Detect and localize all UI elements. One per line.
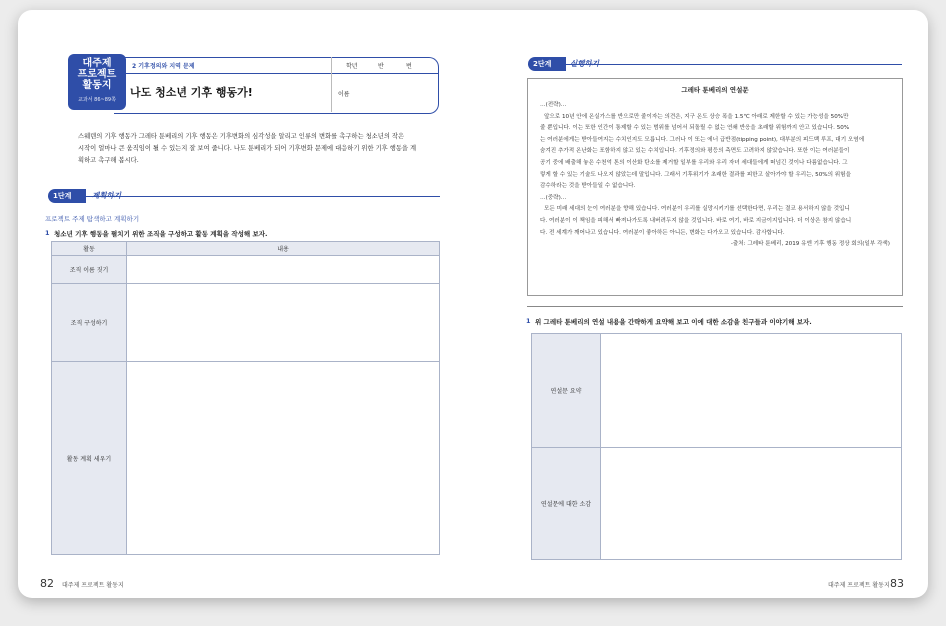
number-label: 번: [406, 63, 412, 70]
table-input-cell[interactable]: [127, 284, 440, 362]
speech-line: 는 여러분에게는 받아들여지는 수치인지도 모릅니다. 그러나 이 또는 에너 급반점(tipping point), 대부분의 피드백 루프, 대기 오염에: [540, 136, 865, 143]
footer-right: 대주제 프로젝트 활동지: [828, 582, 890, 589]
badge-sub: 교과서 86~89쪽: [78, 97, 116, 103]
grade-label: 학년: [346, 63, 358, 70]
question-text-right: 위 그레타 툰베리의 연설 내용을 간략하게 요약해 보고 이에 대한 소감을 친구들과 이야기해 보자.: [535, 318, 812, 326]
table-row-label: 활동 계획 세우기: [52, 362, 127, 555]
summary-input-cell[interactable]: [601, 334, 902, 448]
question-number: 1: [45, 229, 50, 237]
speech-source: -출처: 그레타 툰베리, 2019 유엔 기후 행동 정상 회의(일부 각색): [730, 241, 890, 248]
page-title: 나도 청소년 기후 행동가!: [130, 86, 253, 99]
reflection-input-cell[interactable]: [601, 448, 902, 560]
table-input-cell[interactable]: [127, 256, 440, 284]
question-number-right: 1: [526, 317, 531, 325]
speech-line: …(중략)…: [540, 194, 567, 201]
speech-line: 렇게 할 수 있는 기술도 나오지 않았는데 말입니다. 그래서 기후위기가 초래한 결과를 피한고 살아가야 할 우리는, 50%의 위험을: [540, 171, 851, 178]
intro-line: 획하고 촉구해 봅시다.: [78, 157, 139, 164]
speech-line: 모든 미래 세대의 눈이 여러분을 향해 있습니다. 여러분이 우리를 실망시키기를 선택한다면, 우리는 결코 용서하지 않을 것입니: [544, 206, 850, 213]
speech-line: …(전략)…: [540, 102, 567, 108]
footer-left: 대주제 프로젝트 활동지: [62, 582, 124, 589]
table-row-label: 연설문 요약: [532, 334, 601, 448]
header-divider: [114, 73, 438, 74]
table-header-content: 내용: [127, 242, 440, 256]
step1-pill: 1단계: [48, 189, 86, 203]
question-text: 청소년 기후 행동을 펼치기 위한 조직을 구성하고 활동 계획을 작성해 보자.: [54, 230, 268, 238]
page-number-left: 82: [40, 577, 54, 590]
activity-table: [51, 241, 440, 555]
table-row-label: 조직 구성하기: [52, 284, 127, 362]
badge-line2: 프로젝트: [77, 69, 117, 80]
unit-label: 2 기후정의와 지역 문제: [132, 63, 195, 70]
speech-line: 줄 뿐입니다. 이는 또한 인간이 통제할 수 있는 범위를 넘어서 되돌릴 수 없는 연쇄 반응을 초래할 위험까지 안고 있습니다. 50%: [540, 125, 850, 132]
speech-line: 앞으로 10년 안에 온실가스를 반으로만 줄이자는 의견은, 지구 온도 상승 폭을 1.5℃ 아래로 제한할 수 있는 가능성을 50%만: [544, 113, 849, 120]
name-label: 이름: [338, 91, 350, 98]
subheading: 프로젝트 주제 탐색하고 계획하기: [45, 215, 140, 223]
table-row-label: 조직 이름 짓기: [52, 256, 127, 284]
header-vertical-divider: [331, 57, 332, 112]
step2-pill: 2단계: [528, 57, 566, 71]
speech-box: [527, 78, 903, 296]
step2-title: 실행하기: [570, 59, 599, 68]
speech-line: 다. 전 세계가 깨어나고 있습니다. 여러분이 좋아하든 아니든, 변화는 다가오고 있습니다. 감사합니다.: [540, 229, 785, 236]
intro-line: 스웨덴의 기후 행동가 그레타 툰베리의 기후 행동은 기후변화의 심각성을 알리고 인류의 변화를 촉구하는 청소년의 작은: [78, 133, 405, 140]
speech-line: 다. 여러분이 이 책임을 피해서 빠져나가도록 내버려두지 않을 것입니다. 바로 여기, 바로 지금이지입니다. 더 이상은 참지 않습니: [540, 217, 852, 224]
speech-rule: [527, 306, 903, 307]
textbook-spread: [18, 10, 928, 598]
speech-line: 공기 중에 배출해 놓은 수천억 톤의 이산화 탄소를 제거할 일부를 우리와 우리 자녀 세대들에게 떠넘긴 것이나 다름없습니다. 그: [540, 159, 848, 166]
step1-title: 계획하기: [92, 191, 121, 200]
speech-line: 숨겨진 추가적 온난화는 포함하지 않고 있는 수치입니다. 기후정의와 평등의 측면도 고려하지 않았습니다. 또한 이는 여러분들이: [540, 148, 850, 155]
response-table: [531, 333, 902, 560]
table-row-label: 연설문에 대한 소감: [532, 448, 601, 560]
badge-line3: 활동지: [82, 80, 112, 91]
speech-title: 그레타 툰베리의 연설문: [681, 86, 749, 94]
badge-line1: 대주제: [82, 58, 112, 69]
table-input-cell[interactable]: [127, 362, 440, 555]
name-field[interactable]: [338, 86, 433, 100]
intro-paragraph: [78, 131, 433, 167]
class-label: 반: [378, 63, 384, 70]
intro-line: 시작이 얼마나 큰 움직임이 될 수 있는지 잘 보여 줍니다. 나도 툰베리가 되어 기후변화 문제에 대응하기 위한 기후 행동을 계: [78, 145, 417, 152]
page-number-right: 83: [890, 577, 904, 590]
speech-line: 감수하라는 것을 받아들일 수 없습니다.: [540, 183, 636, 190]
table-header-activity: 활동: [52, 242, 127, 256]
